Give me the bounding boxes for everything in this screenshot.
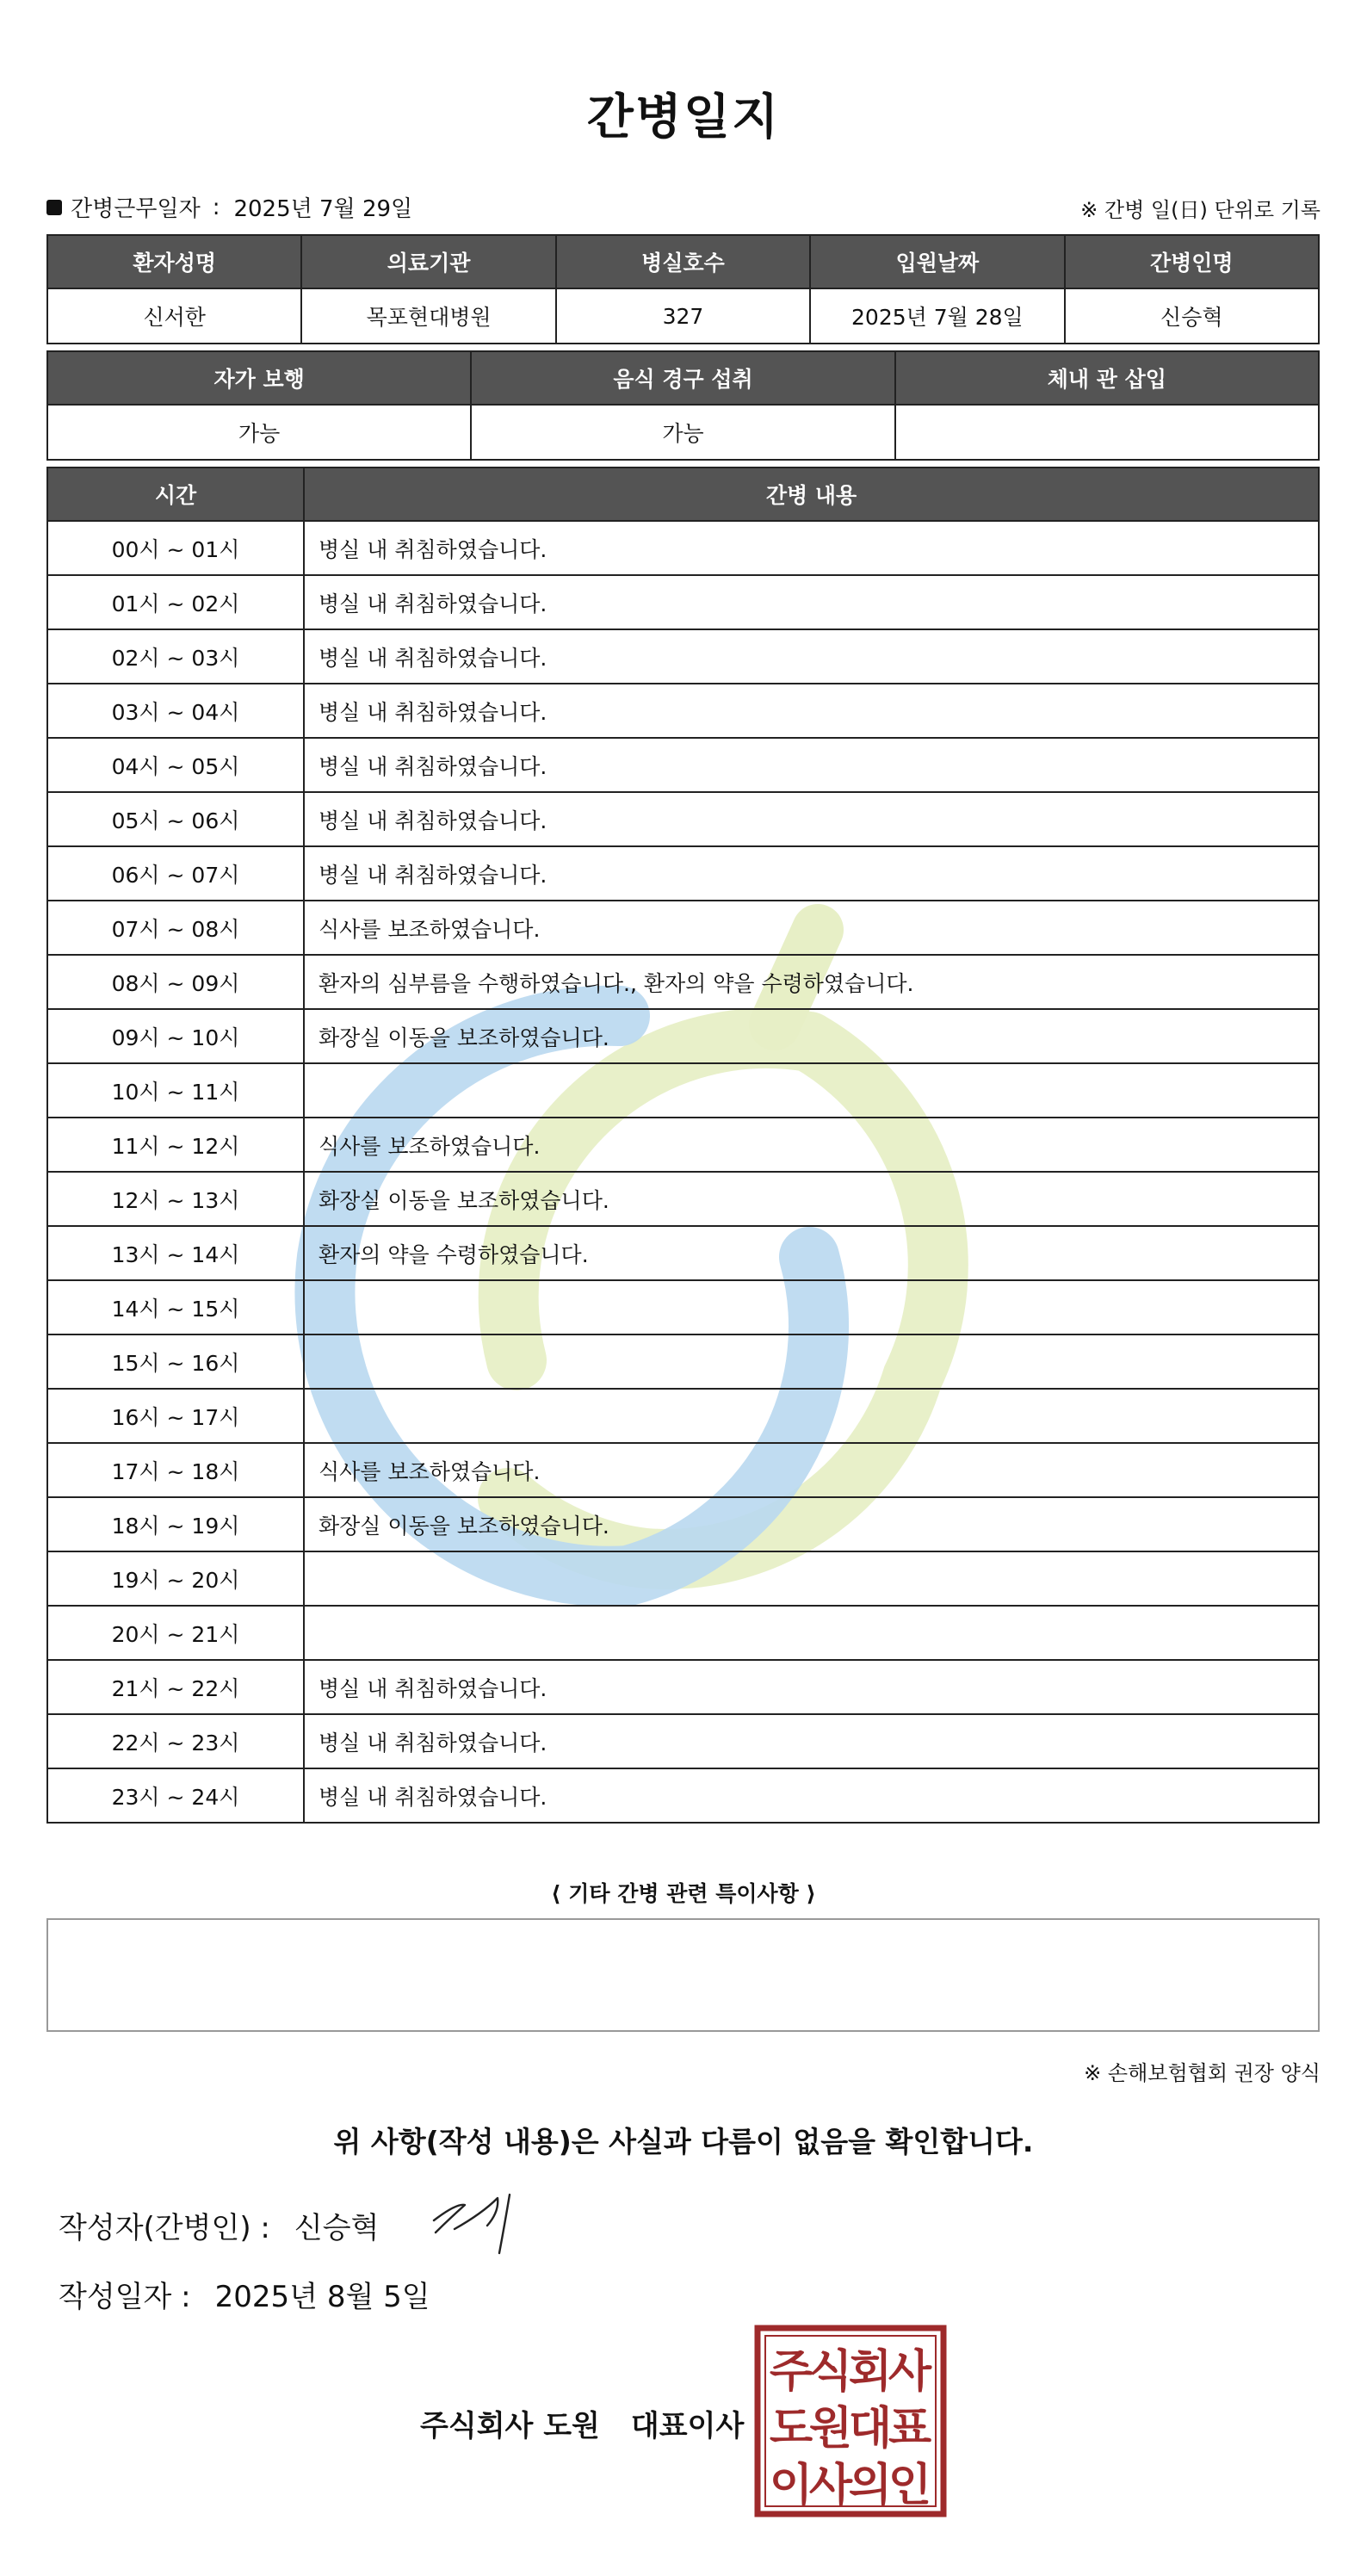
- log-time: 06시 ~ 07시: [47, 846, 304, 901]
- table-row: [47, 792, 1319, 846]
- table-row: [47, 1551, 1319, 1606]
- log-time: 01시 ~ 02시: [47, 575, 304, 629]
- svg-text:도: 도: [769, 2403, 813, 2455]
- svg-text:인: 인: [888, 2460, 932, 2511]
- log-time: 07시 ~ 08시: [47, 901, 304, 955]
- svg-text:주: 주: [769, 2346, 813, 2398]
- table-row: [47, 575, 1319, 629]
- oral-intake-value: 가능: [471, 405, 894, 460]
- log-content: 병실 내 취침하였습니다.: [304, 684, 1319, 738]
- log-content: 식사를 보조하였습니다.: [304, 1118, 1319, 1172]
- table-row: [47, 1389, 1319, 1443]
- document-title: 간병일지: [586, 90, 781, 146]
- log-time: 02시 ~ 03시: [47, 629, 304, 684]
- table-row: [47, 846, 1319, 901]
- patient-status-table: [46, 350, 1320, 461]
- log-content: [304, 1389, 1319, 1443]
- log-time: 21시 ~ 22시: [47, 1660, 304, 1714]
- svg-text:표: 표: [888, 2403, 932, 2455]
- patient-status-value-row: [47, 405, 1319, 460]
- log-content: [304, 1280, 1319, 1334]
- log-content: 식사를 보조하였습니다.: [304, 1443, 1319, 1497]
- special-notes-box: [46, 1918, 1320, 2032]
- log-content: [304, 1606, 1319, 1660]
- table-row: [47, 1063, 1319, 1118]
- patient-info-header-row: [47, 235, 1319, 288]
- table-row: [47, 1660, 1319, 1714]
- table-row: [47, 1280, 1319, 1334]
- log-time: 15시 ~ 16시: [47, 1334, 304, 1389]
- log-time: 11시 ~ 12시: [47, 1118, 304, 1172]
- log-content: 환자의 심부름을 수행하였습니다., 환자의 약을 수령하였습니다.: [304, 955, 1319, 1009]
- handwritten-signature: [430, 2191, 525, 2260]
- log-content: 병실 내 취침하였습니다.: [304, 738, 1319, 792]
- log-content: [304, 1551, 1319, 1606]
- written-date-label: 작성일자 :: [59, 2280, 191, 2314]
- log-content: 화장실 이동을 보조하였습니다.: [304, 1172, 1319, 1226]
- svg-text:사: 사: [888, 2346, 932, 2398]
- table-row: [47, 1714, 1319, 1768]
- header-care-content: 간병 내용: [304, 468, 1319, 521]
- log-content: 화장실 이동을 보조하였습니다.: [304, 1497, 1319, 1551]
- table-row: [47, 1606, 1319, 1660]
- work-date: [46, 191, 412, 223]
- log-content: 화장실 이동을 보조하였습니다.: [304, 1009, 1319, 1063]
- svg-text:이: 이: [769, 2460, 813, 2511]
- log-time: 12시 ~ 13시: [47, 1172, 304, 1226]
- log-content: 환자의 약을 수령하였습니다.: [304, 1226, 1319, 1280]
- log-content: [304, 1334, 1319, 1389]
- table-row: [47, 1768, 1319, 1823]
- hospital-name: 목포현대병원: [301, 288, 555, 344]
- daily-record-note: ※ 간병 일(日) 단위로 기록: [1080, 198, 1321, 222]
- log-time: 09시 ~ 10시: [47, 1009, 304, 1063]
- log-time: 16시 ~ 17시: [47, 1389, 304, 1443]
- log-content: 병실 내 취침하였습니다.: [304, 846, 1319, 901]
- svg-text:대: 대: [848, 2403, 893, 2455]
- table-row: [47, 684, 1319, 738]
- writer-label: 작성자(간병인) :: [59, 2211, 270, 2245]
- log-time: 08시 ~ 09시: [47, 955, 304, 1009]
- header-self-walking: 자가 보행: [47, 351, 471, 405]
- company-seal-stamp: [754, 2325, 947, 2517]
- tube-insertion-value: [895, 405, 1319, 460]
- log-time: 04시 ~ 05시: [47, 738, 304, 792]
- log-time: 05시 ~ 06시: [47, 792, 304, 846]
- work-date-label: 간병근무일자: [71, 196, 201, 222]
- written-date-value: 2025년 8월 5일: [214, 2280, 430, 2314]
- log-time: 03시 ~ 04시: [47, 684, 304, 738]
- table-row: [47, 1009, 1319, 1063]
- room-number: 327: [556, 288, 810, 344]
- table-row: [47, 901, 1319, 955]
- company-name: 주식회사 도원: [420, 2409, 600, 2443]
- header-oral-intake: 음식 경구 섭취: [471, 351, 894, 405]
- confirmation-statement: 위 사항(작성 내용)은 사실과 다름이 없음을 확인합니다.: [333, 2125, 1034, 2158]
- log-time: 20시 ~ 21시: [47, 1606, 304, 1660]
- svg-text:의: 의: [848, 2460, 893, 2511]
- patient-info-value-row: [47, 288, 1319, 344]
- table-row: [47, 1497, 1319, 1551]
- log-content: [304, 1063, 1319, 1118]
- log-time: 14시 ~ 15시: [47, 1280, 304, 1334]
- table-row: [47, 521, 1319, 575]
- writer-name: 신승혁: [294, 2211, 380, 2245]
- self-walking-value: 가능: [47, 405, 471, 460]
- table-row: [47, 1226, 1319, 1280]
- log-content: 병실 내 취침하였습니다.: [304, 1660, 1319, 1714]
- square-bullet-icon: [46, 200, 62, 215]
- svg-text:사: 사: [808, 2460, 853, 2511]
- header-patient-name: 환자성명: [47, 235, 301, 288]
- log-time: 22시 ~ 23시: [47, 1714, 304, 1768]
- log-header-row: [47, 468, 1319, 521]
- log-content: 병실 내 취침하였습니다.: [304, 1714, 1319, 1768]
- log-time: 18시 ~ 19시: [47, 1497, 304, 1551]
- log-time: 13시 ~ 14시: [47, 1226, 304, 1280]
- header-admission-date: 입원날짜: [810, 235, 1064, 288]
- svg-text:식: 식: [808, 2346, 853, 2398]
- log-time: 00시 ~ 01시: [47, 521, 304, 575]
- log-content: 병실 내 취침하였습니다.: [304, 575, 1319, 629]
- log-content: 병실 내 취침하였습니다.: [304, 1768, 1319, 1823]
- table-row: [47, 1118, 1319, 1172]
- writer-row: [59, 2204, 379, 2246]
- patient-info-table: [46, 234, 1320, 344]
- header-caregiver-name: 간병인명: [1065, 235, 1319, 288]
- patient-name: 신서한: [47, 288, 301, 344]
- log-time: 19시 ~ 20시: [47, 1551, 304, 1606]
- log-content: 병실 내 취침하였습니다.: [304, 521, 1319, 575]
- patient-status-header-row: [47, 351, 1319, 405]
- table-row: [47, 955, 1319, 1009]
- written-date-row: [59, 2273, 430, 2315]
- company-representative: 대표이사: [630, 2409, 745, 2443]
- work-date-value: 2025년 7월 29일: [233, 196, 413, 222]
- log-time: 10시 ~ 11시: [47, 1063, 304, 1118]
- hourly-care-log-table: [46, 467, 1320, 1824]
- table-row: [47, 1172, 1319, 1226]
- table-row: [47, 738, 1319, 792]
- log-time: 23시 ~ 24시: [47, 1768, 304, 1823]
- svg-text:원: 원: [808, 2403, 853, 2455]
- admission-date: 2025년 7월 28일: [810, 288, 1064, 344]
- table-row: [47, 1334, 1319, 1389]
- work-date-row: [46, 188, 1321, 226]
- header-hospital: 의료기관: [301, 235, 555, 288]
- log-time: 17시 ~ 18시: [47, 1443, 304, 1497]
- log-content: 병실 내 취침하였습니다.: [304, 792, 1319, 846]
- caregiver-name: 신승혁: [1065, 288, 1319, 344]
- svg-text:회: 회: [848, 2346, 893, 2398]
- form-source-note: ※ 손해보험협회 권장 양식: [1084, 2061, 1321, 2085]
- header-room-number: 병실호수: [556, 235, 810, 288]
- company-signature-line: [420, 2402, 744, 2444]
- special-notes-title: ⟨ 기타 간병 관련 특이사항 ⟩: [551, 1881, 816, 1906]
- header-tube-insertion: 체내 관 삽입: [895, 351, 1319, 405]
- work-date-separator: :: [212, 194, 220, 220]
- log-content: 식사를 보조하였습니다.: [304, 901, 1319, 955]
- table-row: [47, 629, 1319, 684]
- table-row: [47, 1443, 1319, 1497]
- log-content: 병실 내 취침하였습니다.: [304, 629, 1319, 684]
- header-time: 시간: [47, 468, 304, 521]
